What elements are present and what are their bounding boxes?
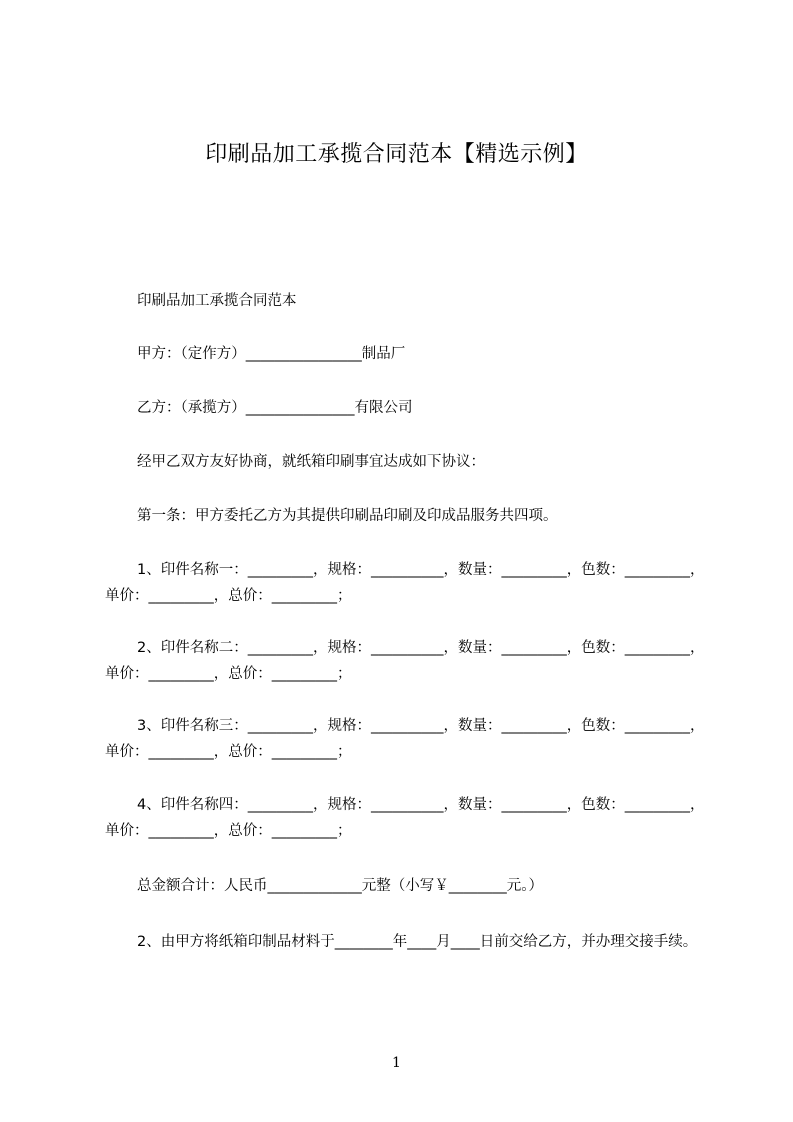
material-delivery-clause: 2、由甲方将纸箱印制品材料于________年____月____日前交给乙方，并办理交接手续。 [137, 934, 698, 950]
article-one: 第一条：甲方委托乙方为其提供印刷品印刷及印成品服务共四项。 [137, 508, 558, 524]
print-item-3: 3、印件名称三：_________，规格：__________，数量：_________，色数：_________，单价：_________，总价：_________； [105, 718, 705, 760]
contract-heading: 印刷品加工承揽合同范本 [137, 293, 297, 309]
total-amount-line: 总金额合计：人民币_____________元整（小写￥________元。） [137, 878, 543, 894]
agreement-intro: 经甲乙双方友好协商，就纸箱印刷事宜达成如下协议： [137, 454, 485, 470]
print-item-1: 1、印件名称一：_________，规格：__________，数量：_________，色数：_________，单价：_________，总价：_________； [105, 562, 705, 604]
party-b-line: 乙方：（承揽方）_______________有限公司 [137, 400, 413, 416]
party-a-line: 甲方：（定作方）________________制品厂 [137, 346, 406, 362]
page-number: 1 [392, 1055, 401, 1071]
document-title: 印刷品加工承揽合同范本【精选示例】 [205, 142, 588, 167]
print-item-4: 4、印件名称四：_________，规格：__________，数量：_________，色数：_________，单价：_________，总价：_________； [105, 797, 705, 839]
print-item-2: 2、印件名称二：_________，规格：__________，数量：_________，色数：_________，单价：_________，总价：_________； [105, 640, 705, 682]
